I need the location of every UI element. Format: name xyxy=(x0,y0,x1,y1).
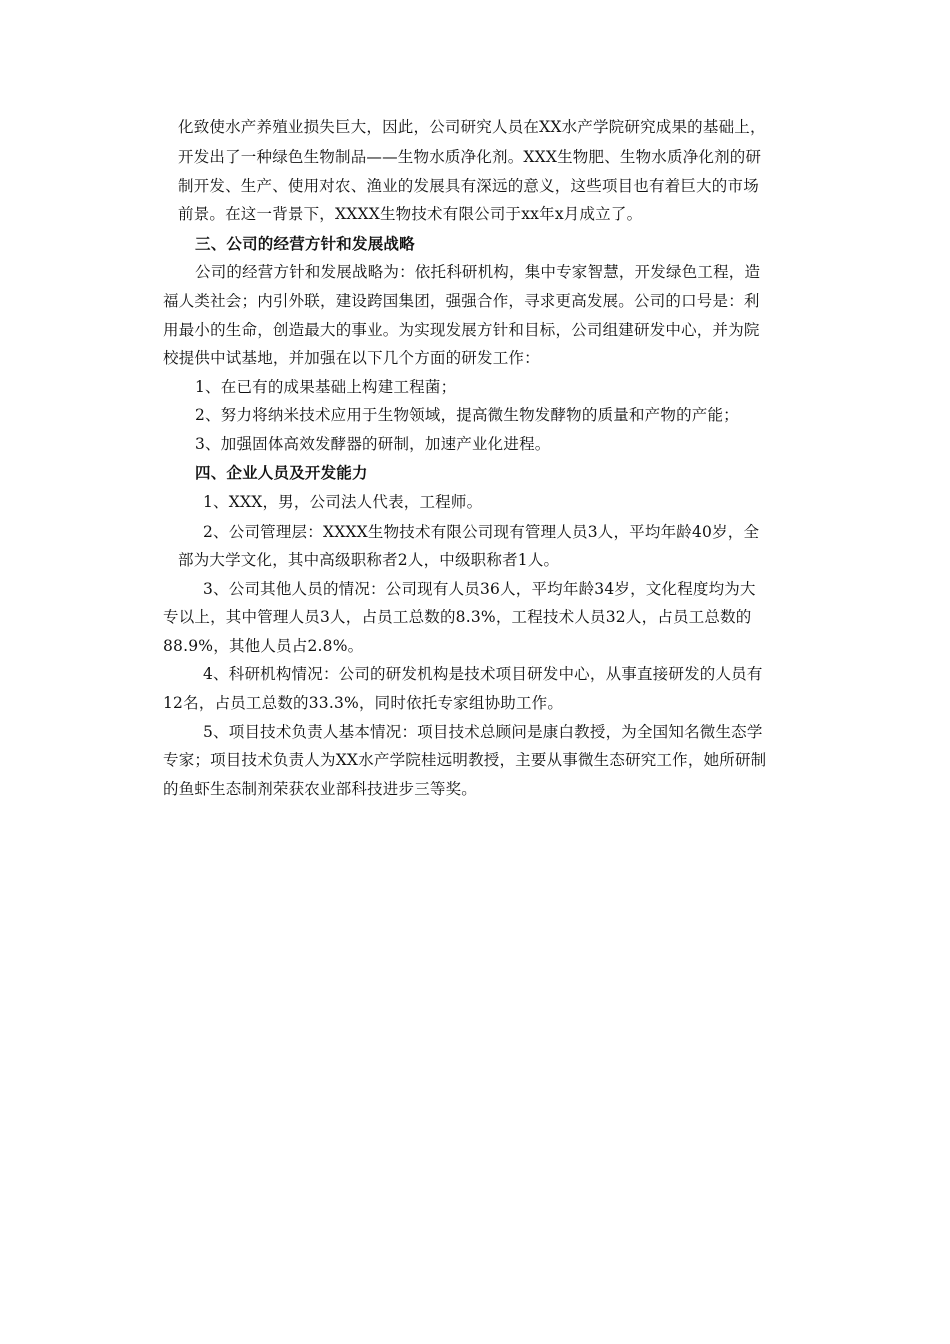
intro-line-4: 前景。在这一背景下，XXXX生物技术有限公司于xx年x月成立了。 xyxy=(178,205,643,223)
section-4-item-3-line-3: 88.9%，其他人员占2.8%。 xyxy=(163,637,364,655)
section-3-line-3: 用最小的生命，创造最大的事业。为实现发展方针和目标，公司组建研发中心，并为院 xyxy=(163,321,760,339)
section-4-item-1: 1、XXX，男，公司法人代表，工程师。 xyxy=(203,493,483,511)
section-4-item-5-line-1: 5、项目技术负责人基本情况：项目技术总顾问是康白教授，为全国知名微生态学 xyxy=(203,723,763,741)
section-4-item-5-line-3: 的鱼虾生态制剂荣获农业部科技进步三等奖。 xyxy=(163,780,478,798)
section-3-item-2: 2、努力将纳米技术应用于生物领域，提高微生物发酵物的质量和产物的产能； xyxy=(195,406,739,424)
intro-line-3: 制开发、生产、使用对农、渔业的发展具有深远的意义，这些项目也有着巨大的市场 xyxy=(178,177,759,195)
section-4-item-2-line-1: 2、公司管理层：XXXX生物技术有限公司现有管理人员3人，平均年龄40岁，全 xyxy=(203,523,760,541)
section-4-item-3-line-2: 专以上，其中管理人员3人，占员工总数的8.3%，工程技术人员32人，占员工总数的 xyxy=(163,608,752,626)
section-4-item-4-line-2: 12名，占员工总数的33.3%，同时依托专家组协助工作。 xyxy=(163,694,564,712)
section-3-item-1: 1、在已有的成果基础上构建工程菌； xyxy=(195,378,457,396)
section-3-line-1: 公司的经营方针和发展战略为：依托科研机构，集中专家智慧，开发绿色工程，造 xyxy=(195,263,761,281)
section-3-heading: 三、公司的经营方针和发展战略 xyxy=(195,235,415,253)
section-4-item-5-line-2: 专家；项目技术负责人为XX水产学院桂远明教授，主要从事微生态研究工作，她所研制 xyxy=(163,751,767,769)
section-4-item-3-line-1: 3、公司其他人员的情况：公司现有人员36人，平均年龄34岁，文化程度均为大 xyxy=(203,580,756,598)
intro-line-1: 化致使水产养殖业损失巨大，因此，公司研究人员在XX水产学院研究成果的基础上， xyxy=(178,118,766,136)
section-4-item-4-line-1: 4、科研机构情况：公司的研发机构是技术项目研发中心，从事直接研发的人员有 xyxy=(203,665,763,683)
section-3-line-4: 校提供中试基地，并加强在以下几个方面的研发工作： xyxy=(163,349,540,367)
section-4-heading: 四、企业人员及开发能力 xyxy=(195,464,368,482)
section-4-item-2-line-2: 部为大学文化，其中高级职称者2人，中级职称者1人。 xyxy=(178,551,560,569)
intro-line-2: 开发出了一种绿色生物制品——生物水质净化剂。XXX生物肥、生物水质净化剂的研 xyxy=(178,148,762,166)
section-3-item-3: 3、加强固体高效发酵器的研制，加速产业化进程。 xyxy=(195,435,551,453)
section-3-line-2: 福人类社会；内引外联，建设跨国集团，强强合作，寻求更高发展。公司的口号是：利 xyxy=(163,292,760,310)
